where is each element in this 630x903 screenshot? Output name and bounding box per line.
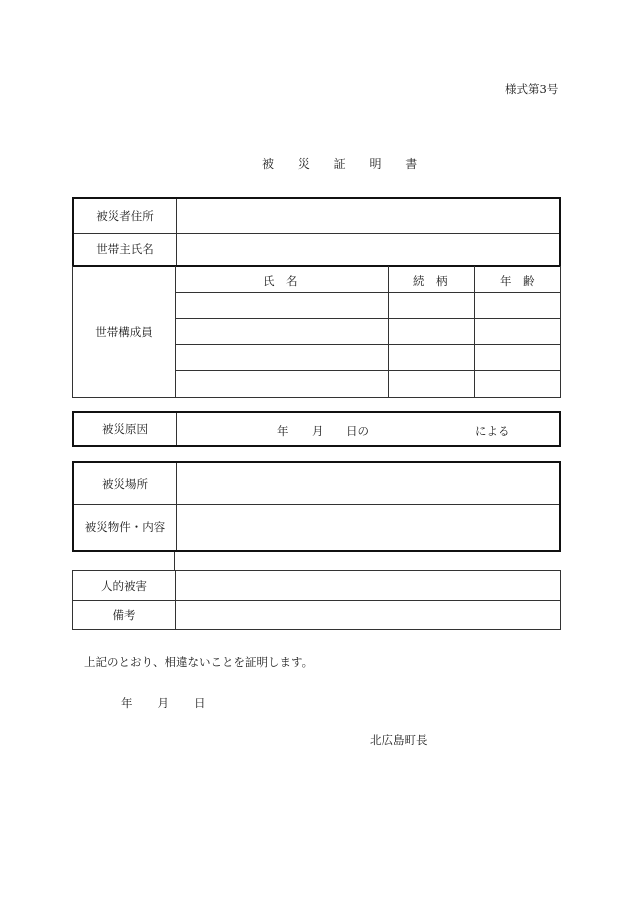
cause-year: 年 — [277, 424, 289, 438]
head-row — [74, 233, 559, 265]
members-label: 世帯構成員 — [73, 266, 176, 397]
human-row — [73, 571, 560, 600]
place-label: 被災場所 — [74, 463, 177, 504]
members-table — [72, 266, 561, 398]
date-year: 年 — [121, 696, 133, 710]
col-age-header: 年 齢 — [500, 274, 535, 288]
place-row — [74, 463, 559, 504]
head-of-household-label: 世帯主氏名 — [74, 233, 177, 265]
certification-statement: 上記のとおり、相違ないことを証明します。 — [84, 655, 314, 669]
address-row — [74, 199, 559, 233]
damage-table — [72, 461, 561, 552]
row-divider — [175, 344, 560, 345]
date-day: 日 — [194, 696, 206, 710]
date-month: 月 — [157, 696, 169, 710]
cause-month: 月 — [312, 424, 324, 438]
extra-table — [72, 570, 561, 630]
issuer: 北広島町長 — [370, 733, 428, 747]
cause-by: による — [475, 424, 510, 438]
address-label: 被災者住所 — [74, 199, 177, 233]
remarks-label: 備考 — [73, 600, 176, 629]
property-row — [74, 504, 559, 550]
divider — [174, 552, 175, 570]
col-divider — [388, 266, 389, 397]
household-table — [72, 197, 561, 267]
document-title: 被 災 証 明 書 — [262, 157, 428, 171]
row-divider — [175, 318, 560, 319]
col-divider — [474, 266, 475, 397]
property-label: 被災物件・内容 — [74, 504, 177, 550]
row-divider — [175, 370, 560, 371]
col-relation-header: 続 柄 — [413, 274, 448, 288]
cause-table — [72, 411, 561, 447]
row-divider — [175, 292, 560, 293]
col-name-header: 氏 名 — [263, 274, 298, 288]
cause-day-of: 日の — [346, 424, 369, 438]
remarks-row — [73, 600, 560, 629]
date-line — [121, 695, 206, 711]
human-damage-label: 人的被害 — [73, 571, 176, 600]
form-number: 様式第3号 — [505, 82, 559, 96]
cause-label: 被災原因 — [74, 413, 177, 445]
